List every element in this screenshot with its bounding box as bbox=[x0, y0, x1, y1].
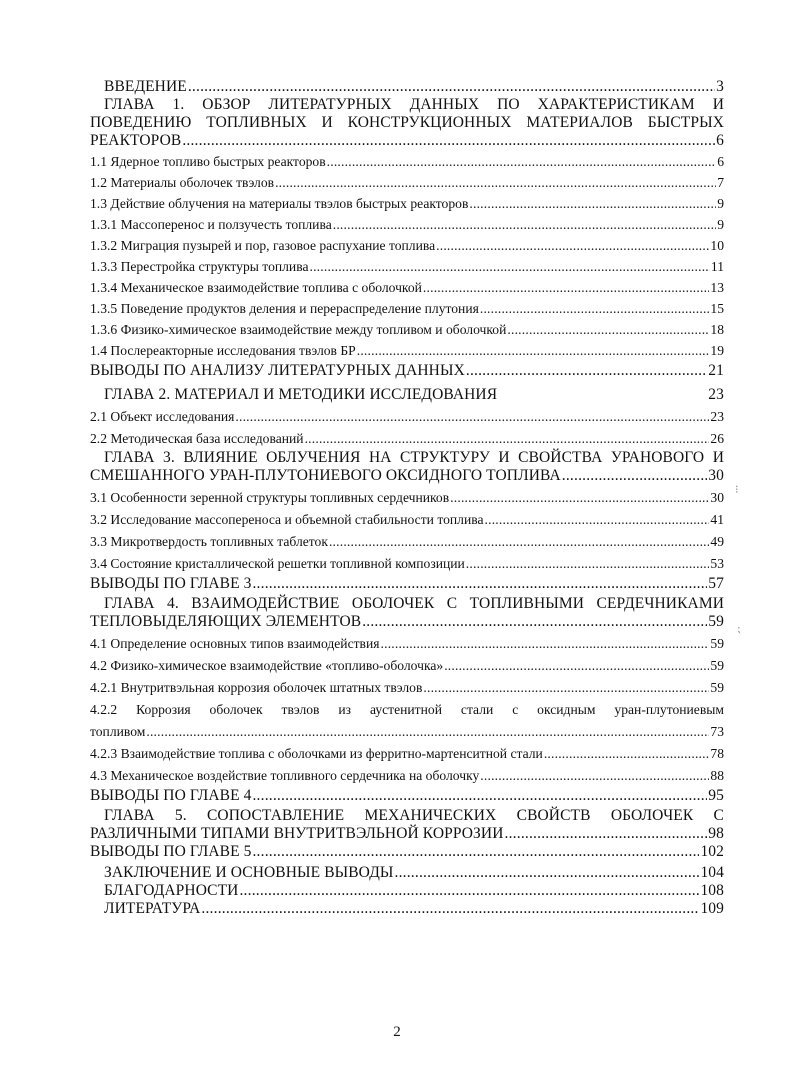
toc-entry-3-3: 3.3 Микротвердость топливных таблеток ..... 49 bbox=[90, 534, 724, 550]
toc-entry-1-3-4: 1.3.4 Механическое взаимодействие топлива с оболочкой ..... 13 bbox=[90, 280, 724, 296]
toc-entry-1-3-2: 1.3.2 Миграция пузырей и пор, газовое распухание топлива ..... 10 bbox=[90, 238, 724, 254]
toc-entry-introduction: ВВЕДЕНИЕ ..... 3 bbox=[90, 78, 724, 96]
toc-entry-3-1: 3.1 Особенности зеренной структуры топливных сердечников ..... 30 bbox=[90, 490, 724, 506]
toc-entry-conclusion: ЗАКЛЮЧЕНИЕ И ОСНОВНЫЕ ВЫВОДЫ ..... 104 bbox=[90, 864, 724, 882]
toc-entry-1-2: 1.2 Материалы оболочек твэлов ..... 7 bbox=[90, 175, 724, 191]
toc-entry-conclusions-5: ВЫВОДЫ ПО ГЛАВЕ 5 ..... 102 bbox=[90, 843, 724, 861]
scan-speck: ⁝ bbox=[735, 484, 739, 496]
toc-entry-references: ЛИТЕРАТУРА ..... 109 bbox=[90, 900, 724, 918]
toc-entry-4-2: 4.2 Физико-химическое взаимодействие «топливо-оболочка» ..... 59 bbox=[90, 658, 724, 674]
toc-entry-chapter-1: ГЛАВА 1. ОБЗОР ЛИТЕРАТУРНЫХ ДАННЫХ ПО ХАРАКТЕРИСТИКАМ И ПОВЕДЕНИЮ ТОПЛИВНЫХ И КОНСТРУКЦИОННЫХ МАТЕРИАЛОВ БЫСТРЫХ РЕАКТОРОВ ..... 6 bbox=[90, 96, 724, 150]
toc-entry-conclusions-3: ВЫВОДЫ ПО ГЛАВЕ 3 ..... 57 bbox=[90, 575, 724, 593]
toc-entry-acknowledgements: БЛАГОДАРНОСТИ ..... 108 bbox=[90, 882, 724, 900]
toc-entry-chapter-2: ГЛАВА 2. МАТЕРИАЛ И МЕТОДИКИ ИССЛЕДОВАНИЯ 23 bbox=[104, 386, 724, 403]
toc-entry-1-4: 1.4 Послереакторные исследования твэлов БР ..... 19 bbox=[90, 343, 724, 359]
scan-speck: ⁏ bbox=[737, 623, 741, 635]
toc-entry-2-1: 2.1 Объект исследования ..... 23 bbox=[90, 409, 724, 425]
toc-entry-1-3-5: 1.3.5 Поведение продуктов деления и перераспределение плутония ..... 15 bbox=[90, 301, 724, 317]
toc-entry-chapter-5: ГЛАВА 5. СОПОСТАВЛЕНИЕ МЕХАНИЧЕСКИХ СВОЙСТВ ОБОЛОЧЕК С РАЗЛИЧНЫМИ ТИПАМИ ВНУТРИТВЭЛЬНОЙ КОРРОЗИИ ..... 98 bbox=[90, 807, 724, 843]
toc-entry-4-3: 4.3 Механическое воздействие топливного сердечника на оболочку ..... 88 bbox=[90, 768, 724, 784]
page-number: 2 bbox=[393, 1024, 401, 1040]
toc-entry-chapter-4: ГЛАВА 4. ВЗАИМОДЕЙСТВИЕ ОБОЛОЧЕК С ТОПЛИВНЫМИ СЕРДЕЧНИКАМИ ТЕПЛОВЫДЕЛЯЮЩИХ ЭЛЕМЕНТОВ ..... 59 bbox=[90, 595, 724, 631]
toc-entry-1-3-1: 1.3.1 Массоперенос и ползучесть топлива ..... 9 bbox=[90, 217, 724, 233]
toc-entry-4-2-1: 4.2.1 Внутритвэльная коррозия оболочек штатных твэлов ..... 59 bbox=[90, 680, 724, 696]
toc-entry-1-3-3: 1.3.3 Перестройка структуры топлива ..... 11 bbox=[90, 259, 724, 275]
toc-entry-4-1: 4.1 Определение основных типов взаимодействия ..... 59 bbox=[90, 636, 724, 652]
toc-entry-3-2: 3.2 Исследование массопереноса и объемной стабильности топлива ..... 41 bbox=[90, 512, 724, 528]
toc-entry-3-4: 3.4 Состояние кристаллической решетки топливной композиции ..... 53 bbox=[90, 556, 724, 572]
toc-entry-4-2-3: 4.2.3 Взаимодействие топлива с оболочками из ферритно-мартенситной стали ..... 78 bbox=[90, 746, 724, 762]
table-of-contents bbox=[90, 78, 724, 918]
toc-entry-conclusions-1: ВЫВОДЫ ПО АНАЛИЗУ ЛИТЕРАТУРНЫХ ДАННЫХ ..... 21 bbox=[90, 362, 724, 380]
toc-entry-1-3: 1.3 Действие облучения на материалы твэлов быстрых реакторов ..... 9 bbox=[90, 196, 724, 212]
toc-entry-1-3-6: 1.3.6 Физико-химическое взаимодействие между топливом и оболочкой ..... 18 bbox=[90, 322, 724, 338]
toc-entry-conclusions-4: ВЫВОДЫ ПО ГЛАВЕ 4 ..... 95 bbox=[90, 787, 724, 805]
toc-entry-1-1: 1.1 Ядерное топливо быстрых реакторов ..... 6 bbox=[90, 154, 724, 170]
toc-entry-4-2-2: 4.2.2 Коррозия оболочек твэлов из аустенитной стали с оксидным уран-плутониевым топливом ..... 73 bbox=[90, 702, 724, 740]
toc-entry-2-2: 2.2 Методическая база исследований ..... 26 bbox=[90, 431, 724, 447]
toc-entry-chapter-3: ГЛАВА 3. ВЛИЯНИЕ ОБЛУЧЕНИЯ НА СТРУКТУРУ И СВОЙСТВА УРАНОВОГО И СМЕШАННОГО УРАН-ПЛУТОНИЕВОГО ОКСИДНОГО ТОПЛИВА ..... 30 bbox=[90, 449, 724, 485]
